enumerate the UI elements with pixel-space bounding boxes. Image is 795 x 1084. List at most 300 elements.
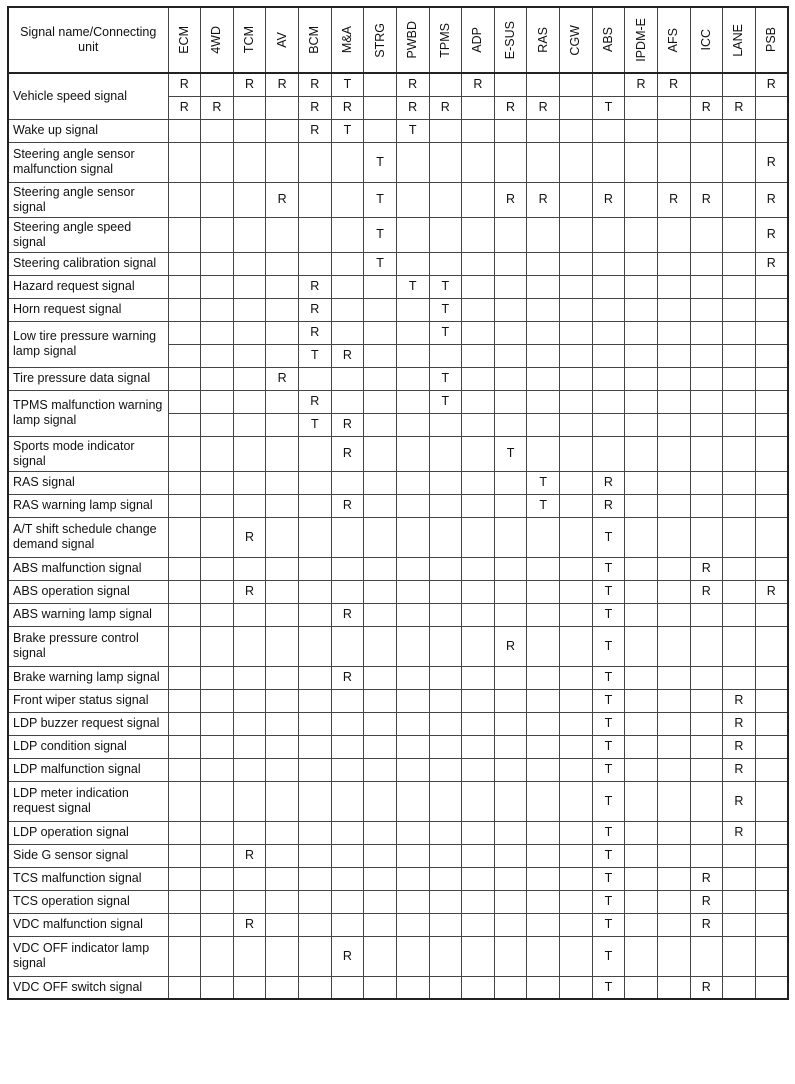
- signal-cell: R: [396, 73, 429, 96]
- signal-cell: [560, 344, 593, 367]
- signal-cell: R: [201, 96, 234, 119]
- signal-cell: [527, 603, 560, 626]
- signal-cell: [201, 626, 234, 666]
- signal-name: VDC malfunction signal: [8, 913, 168, 936]
- signal-cell: [299, 580, 332, 603]
- signal-cell: R: [233, 913, 266, 936]
- signal-cell: [168, 844, 201, 867]
- signal-cell: T: [429, 390, 462, 413]
- signal-cell: [690, 936, 723, 976]
- signal-cell: [233, 689, 266, 712]
- signal-cell: [625, 436, 658, 471]
- signal-name: Side G sensor signal: [8, 844, 168, 867]
- signal-cell: [462, 890, 495, 913]
- signal-cell: [723, 436, 756, 471]
- table-row: [8, 580, 788, 603]
- signal-cell: [168, 890, 201, 913]
- table-row: [8, 321, 788, 344]
- signal-cell: R: [755, 217, 788, 252]
- signal-cell: [168, 413, 201, 436]
- signal-cell: [462, 844, 495, 867]
- signal-cell: [396, 735, 429, 758]
- signal-cell: [690, 142, 723, 182]
- signal-cell: [299, 735, 332, 758]
- table-row: [8, 867, 788, 890]
- signal-cell: [592, 298, 625, 321]
- signal-cell: [299, 712, 332, 735]
- signal-cell: [625, 689, 658, 712]
- signal-cell: [396, 142, 429, 182]
- signal-cell: [266, 321, 299, 344]
- signal-cell: [331, 867, 364, 890]
- signal-cell: [396, 603, 429, 626]
- signal-cell: [755, 557, 788, 580]
- signal-cell: [527, 666, 560, 689]
- signal-cell: [396, 781, 429, 821]
- signal-cell: [299, 367, 332, 390]
- signal-cell: [527, 436, 560, 471]
- signal-cell: [233, 494, 266, 517]
- table-row: [8, 936, 788, 976]
- signal-cell: [755, 321, 788, 344]
- signal-cell: [494, 217, 527, 252]
- signal-cell: T: [494, 436, 527, 471]
- signal-cell: [331, 367, 364, 390]
- signal-cell: [168, 217, 201, 252]
- signal-cell: [755, 758, 788, 781]
- signal-cell: [494, 976, 527, 999]
- signal-cell: [560, 494, 593, 517]
- table-row: [8, 252, 788, 275]
- signal-cell: [723, 936, 756, 976]
- signal-cell: R: [625, 73, 658, 96]
- signal-cell: [625, 413, 658, 436]
- signal-cell: [266, 580, 299, 603]
- signal-cell: [723, 580, 756, 603]
- signal-cell: [168, 603, 201, 626]
- signal-cell: [429, 890, 462, 913]
- signal-cell: [560, 73, 593, 96]
- signal-name: TCS operation signal: [8, 890, 168, 913]
- signal-cell: [462, 580, 495, 603]
- signal-cell: [299, 517, 332, 557]
- signal-cell: [201, 321, 234, 344]
- signal-cell: [364, 913, 397, 936]
- signal-cell: [755, 867, 788, 890]
- signal-cell: [331, 976, 364, 999]
- signal-cell: [657, 712, 690, 735]
- signal-cell: R: [690, 182, 723, 217]
- signal-cell: [657, 603, 690, 626]
- signal-cell: [527, 913, 560, 936]
- signal-cell: [494, 735, 527, 758]
- signal-cell: [331, 821, 364, 844]
- signal-cell: [657, 298, 690, 321]
- signal-cell: [494, 517, 527, 557]
- signal-cell: [592, 321, 625, 344]
- signal-cell: [625, 712, 658, 735]
- signal-cell: [201, 436, 234, 471]
- signal-cell: [592, 436, 625, 471]
- signal-cell: T: [331, 119, 364, 142]
- signal-cell: [657, 436, 690, 471]
- signal-cell: [299, 626, 332, 666]
- signal-cell: [201, 367, 234, 390]
- signal-cell: [266, 890, 299, 913]
- signal-cell: [266, 217, 299, 252]
- signal-cell: [723, 976, 756, 999]
- signal-cell: [592, 142, 625, 182]
- signal-cell: [396, 252, 429, 275]
- signal-cell: [201, 217, 234, 252]
- signal-cell: R: [494, 182, 527, 217]
- signal-name: ABS malfunction signal: [8, 557, 168, 580]
- signal-name: LDP buzzer request signal: [8, 712, 168, 735]
- signal-cell: R: [331, 436, 364, 471]
- signal-cell: [233, 182, 266, 217]
- table-row: [8, 890, 788, 913]
- header-unit-label: ICC: [698, 29, 713, 51]
- signal-cell: [233, 252, 266, 275]
- signal-cell: [364, 494, 397, 517]
- signal-cell: [266, 344, 299, 367]
- signal-cell: [168, 367, 201, 390]
- signal-cell: [331, 142, 364, 182]
- signal-cell: [625, 96, 658, 119]
- table-row: [8, 142, 788, 182]
- signal-cell: [168, 142, 201, 182]
- signal-cell: [429, 666, 462, 689]
- signal-cell: [233, 217, 266, 252]
- signal-cell: R: [723, 735, 756, 758]
- header-unit: [266, 7, 299, 73]
- signal-cell: [462, 298, 495, 321]
- signal-cell: R: [690, 913, 723, 936]
- signal-cell: [396, 689, 429, 712]
- signal-cell: [233, 936, 266, 976]
- signal-name: TPMS malfunction warning lamp signal: [8, 390, 168, 436]
- signal-cell: [168, 976, 201, 999]
- signal-name: Brake pressure control signal: [8, 626, 168, 666]
- signal-cell: [429, 626, 462, 666]
- signal-cell: [494, 119, 527, 142]
- header-unit: [690, 7, 723, 73]
- signal-cell: [527, 367, 560, 390]
- signal-cell: T: [364, 142, 397, 182]
- signal-cell: [723, 913, 756, 936]
- signal-cell: [364, 890, 397, 913]
- signal-cell: R: [266, 73, 299, 96]
- signal-cell: [201, 844, 234, 867]
- signal-cell: [625, 666, 658, 689]
- signal-cell: [168, 321, 201, 344]
- signal-cell: [201, 712, 234, 735]
- signal-cell: [364, 867, 397, 890]
- signal-cell: [396, 821, 429, 844]
- signal-cell: [755, 735, 788, 758]
- header-unit-label: AV: [274, 32, 289, 48]
- signal-cell: [233, 666, 266, 689]
- signal-cell: [657, 413, 690, 436]
- signal-cell: [690, 321, 723, 344]
- signal-cell: [657, 821, 690, 844]
- signal-cell: [233, 781, 266, 821]
- signal-cell: [560, 321, 593, 344]
- header-unit: [494, 7, 527, 73]
- signal-name: Wake up signal: [8, 119, 168, 142]
- signal-cell: [168, 557, 201, 580]
- signal-cell: T: [592, 557, 625, 580]
- signal-cell: [364, 821, 397, 844]
- signal-cell: [266, 781, 299, 821]
- signal-cell: [331, 471, 364, 494]
- signal-cell: [233, 321, 266, 344]
- header-unit-label: E-SUS: [503, 20, 518, 60]
- signal-cell: [396, 758, 429, 781]
- signal-cell: [299, 890, 332, 913]
- signal-cell: [429, 936, 462, 976]
- signal-cell: [657, 689, 690, 712]
- signal-cell: [527, 867, 560, 890]
- signal-cell: [690, 758, 723, 781]
- signal-cell: [527, 936, 560, 976]
- signal-cell: [755, 603, 788, 626]
- signal-cell: [233, 712, 266, 735]
- signal-cell: [494, 73, 527, 96]
- signal-cell: R: [527, 182, 560, 217]
- signal-cell: [168, 758, 201, 781]
- signal-cell: [462, 913, 495, 936]
- signal-cell: [690, 119, 723, 142]
- signal-cell: T: [592, 913, 625, 936]
- signal-name: RAS warning lamp signal: [8, 494, 168, 517]
- table-row: [8, 517, 788, 557]
- signal-cell: [299, 217, 332, 252]
- signal-cell: [755, 976, 788, 999]
- signal-cell: [690, 603, 723, 626]
- signal-cell: [364, 758, 397, 781]
- signal-cell: [690, 517, 723, 557]
- signal-cell: [494, 142, 527, 182]
- signal-cell: [494, 844, 527, 867]
- header-row: [8, 7, 788, 73]
- signal-cell: [690, 471, 723, 494]
- signal-cell: [233, 436, 266, 471]
- signal-cell: [625, 867, 658, 890]
- signal-cell: [657, 890, 690, 913]
- signal-cell: [266, 913, 299, 936]
- table-row: [8, 557, 788, 580]
- signal-cell: [723, 367, 756, 390]
- table-row: [8, 119, 788, 142]
- signal-cell: [233, 557, 266, 580]
- header-unit-label: ADP: [470, 27, 485, 53]
- signal-cell: [657, 390, 690, 413]
- signal-cell: [233, 390, 266, 413]
- signal-cell: [560, 712, 593, 735]
- signal-cell: [494, 367, 527, 390]
- signal-cell: [755, 821, 788, 844]
- signal-cell: [168, 344, 201, 367]
- signal-cell: R: [690, 557, 723, 580]
- signal-name: ABS warning lamp signal: [8, 603, 168, 626]
- signal-cell: [299, 557, 332, 580]
- signal-cell: [429, 844, 462, 867]
- signal-cell: [168, 252, 201, 275]
- signal-cell: [560, 436, 593, 471]
- signal-cell: [494, 666, 527, 689]
- signal-cell: R: [657, 182, 690, 217]
- signal-cell: R: [592, 471, 625, 494]
- signal-cell: [168, 913, 201, 936]
- signal-cell: [560, 890, 593, 913]
- signal-cell: T: [592, 867, 625, 890]
- signal-cell: [690, 344, 723, 367]
- signal-cell: [657, 275, 690, 298]
- signal-cell: [592, 344, 625, 367]
- signal-cell: [462, 557, 495, 580]
- signal-cell: [625, 471, 658, 494]
- signal-cell: [201, 517, 234, 557]
- signal-cell: R: [723, 712, 756, 735]
- signal-cell: [527, 217, 560, 252]
- signal-cell: [462, 321, 495, 344]
- signal-cell: [201, 936, 234, 976]
- signal-cell: [429, 494, 462, 517]
- signal-cell: [396, 217, 429, 252]
- signal-cell: [560, 781, 593, 821]
- signal-cell: R: [723, 821, 756, 844]
- signal-cell: [494, 936, 527, 976]
- signal-cell: R: [233, 580, 266, 603]
- signal-cell: T: [527, 494, 560, 517]
- signal-cell: T: [527, 471, 560, 494]
- signal-cell: R: [331, 603, 364, 626]
- signal-cell: [560, 666, 593, 689]
- signal-cell: [690, 626, 723, 666]
- signal-cell: [429, 712, 462, 735]
- signal-cell: [755, 666, 788, 689]
- signal-cell: [462, 436, 495, 471]
- signal-cell: [625, 557, 658, 580]
- signal-cell: [462, 217, 495, 252]
- signal-cell: [462, 666, 495, 689]
- signal-cell: [625, 781, 658, 821]
- signal-cell: T: [364, 217, 397, 252]
- signal-cell: [429, 603, 462, 626]
- signal-cell: [723, 344, 756, 367]
- signal-cell: [266, 666, 299, 689]
- signal-cell: T: [592, 781, 625, 821]
- signal-cell: [266, 626, 299, 666]
- signal-cell: [690, 436, 723, 471]
- signal-cell: [560, 844, 593, 867]
- signal-cell: [168, 666, 201, 689]
- signal-cell: R: [690, 580, 723, 603]
- signal-cell: [462, 182, 495, 217]
- signal-cell: [560, 182, 593, 217]
- signal-cell: R: [592, 494, 625, 517]
- signal-cell: [462, 603, 495, 626]
- signal-cell: [657, 844, 690, 867]
- signal-cell: [266, 413, 299, 436]
- signal-name: Steering calibration signal: [8, 252, 168, 275]
- signal-cell: [527, 890, 560, 913]
- signal-cell: [560, 735, 593, 758]
- signal-cell: [396, 390, 429, 413]
- signal-cell: [299, 689, 332, 712]
- signal-cell: [723, 275, 756, 298]
- signal-cell: [168, 735, 201, 758]
- signal-cell: R: [299, 119, 332, 142]
- signal-cell: [625, 517, 658, 557]
- signal-cell: R: [527, 96, 560, 119]
- signal-cell: [396, 626, 429, 666]
- signal-cell: [690, 275, 723, 298]
- signal-cell: T: [592, 689, 625, 712]
- signal-cell: [331, 217, 364, 252]
- signal-cell: R: [723, 689, 756, 712]
- header-signal-name: Signal name/Connecting unit: [8, 7, 168, 73]
- signal-cell: [266, 436, 299, 471]
- signal-cell: [396, 436, 429, 471]
- signal-cell: R: [690, 890, 723, 913]
- signal-cell: [560, 471, 593, 494]
- signal-cell: [201, 580, 234, 603]
- signal-cell: [527, 781, 560, 821]
- signal-cell: T: [429, 298, 462, 321]
- signal-cell: [201, 73, 234, 96]
- signal-cell: [429, 142, 462, 182]
- signal-cell: [462, 252, 495, 275]
- signal-cell: [201, 557, 234, 580]
- signal-cell: [690, 367, 723, 390]
- signal-cell: R: [657, 73, 690, 96]
- signal-cell: [201, 390, 234, 413]
- signal-cell: [657, 626, 690, 666]
- signal-cell: [494, 689, 527, 712]
- header-unit: [331, 7, 364, 73]
- signal-cell: [657, 867, 690, 890]
- signal-cell: [396, 976, 429, 999]
- header-unit: [299, 7, 332, 73]
- signal-cell: [331, 298, 364, 321]
- signal-cell: R: [266, 367, 299, 390]
- header-unit: [233, 7, 266, 73]
- signal-cell: [299, 936, 332, 976]
- signal-cell: [266, 142, 299, 182]
- signal-cell: T: [299, 344, 332, 367]
- signal-cell: R: [331, 494, 364, 517]
- signal-cell: [560, 758, 593, 781]
- signal-cell: [625, 758, 658, 781]
- signal-cell: [462, 758, 495, 781]
- table-row: [8, 603, 788, 626]
- signal-cell: [494, 344, 527, 367]
- signal-cell: [331, 781, 364, 821]
- signal-cell: [657, 344, 690, 367]
- signal-cell: [494, 298, 527, 321]
- table-row: [8, 712, 788, 735]
- signal-cell: [299, 252, 332, 275]
- signal-cell: [233, 142, 266, 182]
- signal-cell: [396, 913, 429, 936]
- signal-cell: [396, 844, 429, 867]
- signal-cell: [625, 735, 658, 758]
- signal-cell: [723, 73, 756, 96]
- signal-cell: T: [396, 119, 429, 142]
- signal-cell: [462, 494, 495, 517]
